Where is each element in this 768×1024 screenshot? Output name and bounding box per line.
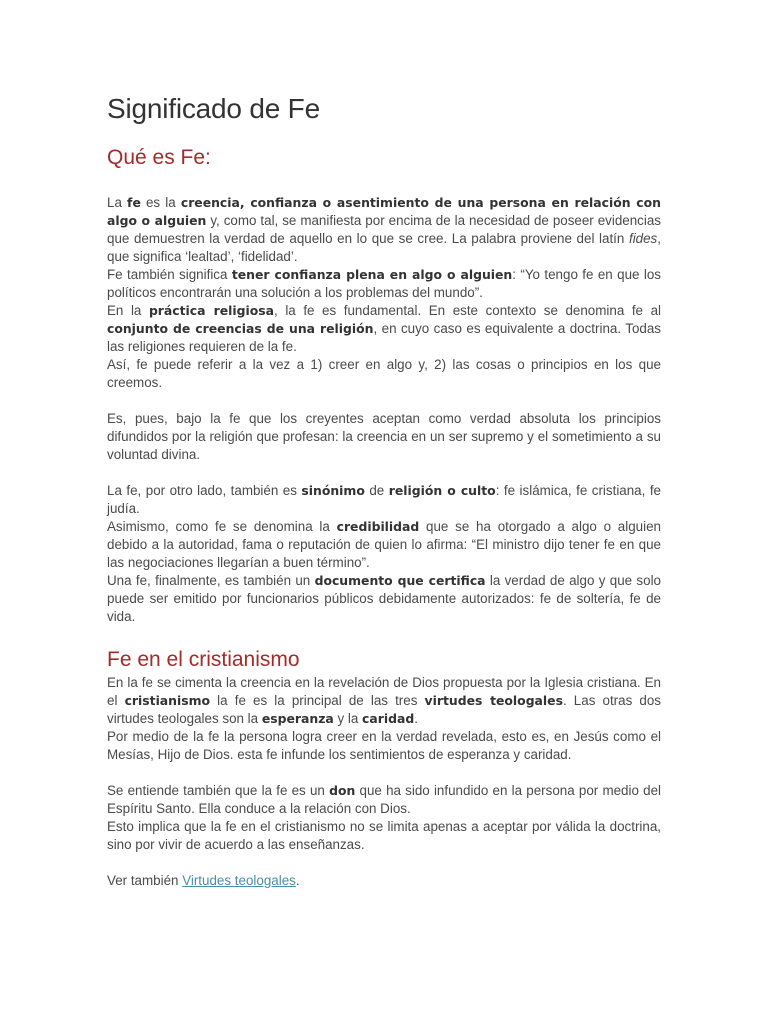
see-also: Ver también Virtudes teologales.: [107, 873, 300, 888]
paragraph: Es, pues, bajo la fe que los creyentes aceptan como verdad absoluta los principios difundidos por la religión que profesan: la creencia en un ser supremo y el sometimiento a su voluntad divina.: [107, 411, 661, 462]
section-heading-cristianismo: Fe en el cristianismo: [107, 648, 300, 671]
paragraph: Por medio de la fe la persona logra creer en la verdad revelada, esto es, en Jesús como el Mesías, Hijo de Dios. esta fe infunde los sentimientos de esperanza y caridad.: [107, 729, 661, 762]
article-body: [107, 90, 661, 890]
paragraph: Fe también significa tener confianza plena en algo o alguien: “Yo tengo fe en que los políticos encontrarán una solución a los problemas del mundo”.: [107, 267, 661, 300]
page-title: Significado de Fe: [107, 93, 320, 124]
paragraph: Asimismo, como fe se denomina la credibilidad que se ha otorgado a algo o alguien debido a la autoridad, fama o reputación de quien lo afirma: “El ministro dijo tener fe en que las negociaciones llegarían a buen término”.: [107, 519, 661, 570]
paragraph: La fe es la creencia, confianza o asentimiento de una persona en relación con algo o alguien y, como tal, se manifiesta por encima de la necesidad de poseer evidencias que demuestren la verdad de aquello en lo que se cree. La palabra proviene del latín fides, que significa ‘lealtad’, ‘fidelidad’.: [107, 195, 661, 264]
paragraph: En la práctica religiosa, la fe es fundamental. En este contexto se denomina fe al conjunto de creencias de una religión, en cuyo caso es equivalente a doctrina. Todas las religiones requieren de la fe.: [107, 303, 661, 354]
paragraph: Así, fe puede referir a la vez a 1) creer en algo y, 2) las cosas o principios en los que creemos.: [107, 357, 661, 390]
paragraph: La fe, por otro lado, también es sinónimo de religión o culto: fe islámica, fe cristiana, fe judía.: [107, 483, 661, 516]
paragraph: En la fe se cimenta la creencia en la revelación de Dios propuesta por la Iglesia cristiana. En el cristianismo la fe es la principal de las tres virtudes teologales. Las otras dos virtudes teologales son la esperanza y la caridad.: [107, 675, 661, 726]
section-heading-que-es-fe: Qué es Fe:: [107, 146, 211, 169]
paragraph: Una fe, finalmente, es también un documento que certifica la verdad de algo y que solo puede ser emitido por funcionarios públicos debidamente autorizados: fe de soltería, fe de vida.: [107, 573, 661, 624]
virtudes-teologales-link[interactable]: Virtudes teologales: [182, 873, 296, 888]
paragraph: Esto implica que la fe en el cristianismo no se limita apenas a aceptar por válida la doctrina, sino por vivir de acuerdo a las enseñanzas.: [107, 819, 661, 852]
paragraph: Se entiende también que la fe es un don que ha sido infundido en la persona por medio del Espíritu Santo. Ella conduce a la relación con Dios.: [107, 783, 661, 816]
